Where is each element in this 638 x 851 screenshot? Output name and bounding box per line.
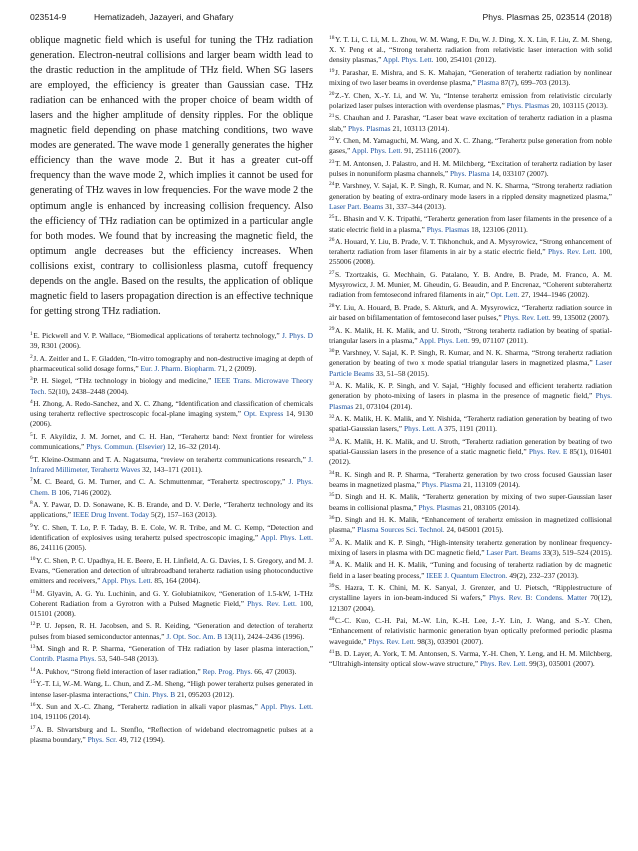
reference-text: M. Singh and R. P. Sharma, “Generation of THz radiation by laser plasma interaction,” [35,644,313,654]
reference-volume-year: 14, 9130 (2006). [30,409,313,429]
reference-number: 14 [30,666,36,673]
reference-number: 31 [329,381,335,388]
reference-text: T. Kleine-Ostmann and T. A. Nagatsuma, “review on terahertz communications research,” [33,454,306,464]
reference-text: J. Parashar, E. Mishra, and S. K. Mahajan, “Generation of terahertz radiation by nonlinear mixing of two laser beams in overdense plasma,” [329,67,612,88]
reference-list-left [30,329,313,745]
reference-volume-year: 85, 164 (2004). [154,576,201,586]
reference-text: A. K. Malik and K. P. Singh, “High-intensity terahertz generation by nonlinear frequency-mixing of lasers in plasma with DC magnetic field,” [329,537,612,557]
reference-journal-link[interactable]: IEEE Drug Invent. Today [72,510,150,520]
reference-number: 28 [329,302,335,309]
reference-number: 10 [30,555,36,562]
reference-item [30,723,313,745]
reference-number: 21 [329,113,335,120]
reference-item [329,513,612,535]
reference-number: 24 [329,181,335,188]
reference-text: I. F. Akyildiz, J. M. Jornet, and C. H. Han, “Terahertz band: Next frontier for wireless communications,” [30,431,313,452]
reference-volume-year: 32, 143–171 (2011). [142,464,203,474]
reference-journal-link[interactable]: Appl. Phys. Lett. [382,55,434,65]
reference-volume-year: 13(11), 2424–2436 (1996). [223,631,305,641]
reference-text: X. Sun and X.-C. Zhang, “Terahertz radiation in alkali vapor plasmas,” [35,702,258,712]
reference-journal-link[interactable]: Rep. Prog. Phys. [202,666,253,676]
reference-item [329,647,612,669]
reference-item [30,665,313,677]
reference-number: 7 [30,477,33,484]
reference-text: T. M. Antonsen, J. Palastro, and H. M. Milchberg, “Excitation of terahertz radiation by laser pulses in nonuniform plasma channels,” [329,158,612,178]
reference-item [30,453,313,475]
reference-item [30,677,313,699]
reference-journal-link[interactable]: Laser Particle Beams [329,358,612,378]
reference-journal-link[interactable]: Phys. Commun. (Elsevier) [86,442,166,452]
reference-item [329,212,612,234]
reference-journal-link[interactable]: Plasma [477,78,500,88]
reference-journal-link[interactable]: Phys. Rev. E [528,446,568,456]
reference-number: 6 [30,454,33,461]
reference-text: Y.-T. Li, W.-M. Wang, L. Chun, and Z.-M. Sheng, “High power terahertz pulses generated in intense laser-plasma interactions,” [30,679,313,699]
reference-text: A. Pukhov, “Strong field interaction of laser radiation,” [35,666,201,676]
reference-number: 39 [329,583,335,590]
reference-journal-link[interactable]: Eur. J. Pharm. Biopharm. [140,363,216,373]
reference-number: 15 [30,679,36,686]
reference-text: R. K. Singh and R. P. Sharma, “Terahertz generation by two cross focused Gaussian laser beams in magnetized plasma,” [329,469,612,489]
reference-journal-link[interactable]: Appl. Phys. Lett. [419,335,470,345]
reference-item [329,157,612,179]
reference-text: L. Bhasin and V. K. Tripathi, “Terahertz generation from laser filaments in the presence of a static electric field in a plasma,” [329,214,612,234]
reference-volume-year: 5(2), 157–163 (2013). [151,510,217,520]
reference-journal-link[interactable]: Appl. Phys. Lett. [260,702,313,712]
reference-journal-link[interactable]: IEEE J. Quantum Electron. [426,570,508,580]
reference-item [329,179,612,212]
reference-item [329,324,612,346]
reference-item [329,412,612,434]
reference-volume-year: 31, 337–344 (2013). [385,201,446,211]
reference-number: 29 [329,325,335,332]
reference-item [30,475,313,497]
reference-number: 2 [30,353,33,360]
reference-volume-year: 49, 712 (1994). [118,734,165,744]
reference-item [329,235,612,268]
reference-item [30,498,313,520]
reference-volume-year: 33, 51–58 (2015). [375,368,429,378]
reference-volume-year: 86, 241116 (2005). [30,543,87,553]
reference-number: 30 [329,348,335,355]
reference-text: A. K. Malik, K. P. Singh, and V. Sajal, “Highly focused and efficient terahertz radiation generation by photo-mixing of lasers in plasma in the presence of magnetic field,” [329,381,612,401]
reference-journal-link[interactable]: Phys. Lett. A [403,424,443,434]
reference-volume-year: 99(3), 035001 (2007). [529,659,595,669]
left-column [30,33,313,745]
reference-text: D. Singh and H. K. Malik, “Enhancement of terahertz emission in magnetized collisional plasma,” [329,515,612,535]
reference-item [329,89,612,111]
reference-volume-year: 21, 073104 (2014). [355,401,413,411]
reference-item [329,301,612,323]
reference-text: S. Tzortzakis, G. Mechhain, G. Patalano, Y. B. Andre, B. Prade, M. Franco, A. M. Mysyrowicz, J. M. Munier, M. Gheudin, G. Beaudin, and P. Encrenaz, “Coherent subterahertz radiation from femtosecond infrared filaments in air,” [329,269,612,300]
reference-text: J. A. Zeitler and L. F. Gladden, “In-vitro tomography and non-destructive imaging at depth of pharmaceutical solid dosage forms,” [30,353,313,373]
reference-text: A. K. Malik, H. K. Malik, and U. Stroth, “Terahertz radiation generation by beating of two spatial-Gaussian lasers in the presence of a static magnetic field,” [329,436,612,456]
reference-number: 13 [30,644,36,651]
reference-item [30,329,313,351]
reference-volume-year: 20, 103115 (2013). [551,100,608,110]
reference-number: 20 [329,90,335,97]
reference-journal-link[interactable]: Laser Part. Beams [329,201,384,211]
reference-text: A. Y. Pawar, D. D. Sonawane, K. B. Erande, and D. V. Derle, “Terahertz technology and its applications,” [30,500,313,520]
reference-journal-link[interactable]: Phys. Plasma [421,479,462,489]
reference-journal-link[interactable]: J. Phys. Chem. B [30,477,314,497]
reference-item [329,33,612,66]
reference-number: 27 [329,269,335,276]
reference-volume-year: 106, 7146 (2002). [58,487,112,497]
reference-volume-year: 39, R301 (2006). [30,341,81,351]
reference-text: M. Glyavin, A. G. Yu. Luchinin, and G. Y. Golubiatnikov, “Generation of 1.5-kW, 1-THz Coherent Radiation from a Gyrotron with a Pulsed Magnetic Field,” [30,588,313,608]
reference-journal-link[interactable]: Phys. Rev. Lett. [368,636,416,646]
reference-number: 22 [329,136,335,143]
reference-journal-link[interactable]: Appl. Phys. Lett. [260,532,313,542]
reference-item [30,700,313,722]
reference-volume-year: 14, 033107 (2007). [491,168,549,178]
reference-number: 36 [329,515,335,522]
reference-journal-link[interactable]: Appl. Phys. Lett. [101,576,153,586]
reference-item [329,268,612,301]
reference-number: 11 [30,588,36,595]
reference-volume-year: 21, 113109 (2014). [463,479,521,489]
reference-item [329,468,612,490]
reference-text: C.-C. Kuo, C.-H. Pai, M.-W. Lin, K.-H. Lee, J.-Y. Lin, J. Wang, and S.-Y. Chen, “Enhancement of relativistic harmonic generation byan optically preformed periodic plasma waveguide,” [329,616,612,646]
reference-journal-link[interactable]: J. Infrared Millimeter, Terahertz Waves [30,454,313,474]
reference-item [329,379,612,412]
reference-text: S. Hazra, T. K. Chini, M. K. Sanyal, J. Grenzer, and U. Pietsch, “Ripplestructure of crystalline layers in ion-beam-induced Si wafers,” [329,583,612,603]
reference-number: 41 [329,649,335,655]
reference-number: 12 [30,621,36,628]
reference-text: A. K. Malik, H. K. Malik, and Y. Nishida, “Terahertz radiation generation by beating of two spatial-Gaussian lasers,” [329,414,612,434]
reference-text: Y. T. Li, C. Li, M. L. Zhou, W. M. Wang, F. Du, W. J. Ding, X. X. Lin, F. Liu, Z. M. Sheng, X. Y. Peng et al., “Strong terahertz radiation from relativistic laser interaction with solid density plasmas,” [329,35,612,65]
reference-journal-link[interactable]: Phys. Rev. Lett. [247,598,297,608]
reference-volume-year: 91, 251116 (2007). [404,146,461,156]
reference-item [30,521,313,554]
reference-journal-link[interactable]: Appl. Phys. Lett. [351,146,403,156]
reference-number: 4 [30,399,33,405]
reference-number: 1 [30,330,33,337]
reference-item [30,352,313,374]
page-number: 023514-9 [30,12,67,22]
reference-number: 25 [329,214,335,221]
reference-number: 32 [329,414,335,421]
reference-text: S. Chauhan and J. Parashar, “Laser beat wave excitation of terahertz radiation in a plasma slab,” [329,113,612,133]
reference-text: A. B. Shvartsburg and L. Stenflo, “Reflection of wideband electromagnetic pulses at a plasma boundary,” [30,724,313,744]
reference-item [30,374,313,396]
reference-journal-link[interactable]: Opt. Lett. [490,290,520,300]
reference-text: A. K. Malik, H. K. Malik, and U. Stroth, “Strong terahertz radiation by beating of spatial-triangular lasers in a plasma,” [329,325,612,345]
reference-volume-year: 21, 103113 (2014). [392,123,450,133]
reference-text: D. Singh and H. K. Malik, “Terahertz generation by mixing of two super-Gaussian laser beams in collisional plasma,” [329,492,612,512]
reference-volume-year: 99, 135002 (2007). [552,313,610,323]
reference-item [329,490,612,512]
conclusion-paragraph: oblique magnetic field which is useful for tuning the THz radiation generation. Electron-neutral collisions and larger beam width lead to the drastic reduction in the amplitude of THz field. When SG lasers are employed, the efficiency is greater than Gaussian case. THz radiation can be enhanced with the proper choice of beam width of lasers and the higher amplitude of density ripples. For the oblique magnetic field depending on phase matching conditions, two wave modes are generated. The wave mode 1 generally generates the higher efficiency than the wave mode 2. But it has a greater cut-off frequency than the wave mode 2, which implies it cannot be used for generating of THz waves in low frequencies. For the wave mode 2 the optimum angle is enhanced by increasing collision frequency. Also the efficiency of THz radiation can be optimized in a particular angle for both modes. We found that by increasing the magnetic field, the optimum angle decreases but the efficiency increases. When collisions exist, contrary to collisionless plasma, cutoff frequency depends on the angle. Based on the results, the application of oblique magnetic field to lasers propagation direction is an effective technique for getting strong THz radiation. [30,35,313,317]
reference-volume-year: 21, 083105 (2014). [462,502,520,512]
reference-item [30,430,313,452]
reference-volume-year: 375, 1191 (2011). [444,424,498,434]
reference-volume-year: 70(12), 121307 (2004). [329,593,613,613]
reference-text: Y. Chen, M. Yamaguchi, M. Wang, and X. C. Zhang, “Terahertz pulse generation from noble gases,” [329,136,612,156]
reference-volume-year: 49(2), 232–237 (2013). [509,570,579,580]
reference-number: 38 [329,560,335,567]
reference-text: E. Pickwell and V. P. Wallace, “Biomedical applications of terahertz technology,” [33,330,280,340]
journal-citation: Phys. Plasmas 25, 023514 (2018) [482,12,612,22]
reference-text: A. K. Malik and H. K. Malik, “Tuning and focusing of terahertz radiation by dc magnetic field in a laser beating process,” [329,560,612,580]
reference-number: 5 [30,431,33,438]
reference-number: 18 [329,35,335,41]
reference-volume-year: 21, 095203 (2012). [177,689,235,699]
reference-volume-year: 104, 191106 (2014). [30,712,91,722]
reference-journal-link[interactable]: Phys. Scr. [87,734,118,744]
reference-item [30,554,313,587]
reference-item [329,536,612,558]
reference-item [329,614,612,647]
reference-number: 8 [30,500,33,507]
reference-journal-link[interactable]: Phys. Rev. Lett. [548,247,597,257]
reference-journal-link[interactable]: Phys. Plasma [450,168,490,178]
reference-item [30,642,313,664]
reference-journal-link[interactable]: IEEE Trans. Microwave Theory Tech. [30,376,313,396]
running-header [30,12,612,26]
reference-text: P. U. Jepsen, R. H. Jacobsen, and S. R. Keiding, “Generation and detection of terahertz pulses from biased semiconductor antennas,” [30,621,313,641]
reference-journal-link[interactable]: Phys. Plasmas [506,100,550,110]
reference-number: 40 [329,616,335,623]
reference-journal-link[interactable]: Chin. Phys. B [133,689,176,699]
reference-journal-link[interactable]: J. Phys. D [281,330,313,340]
reference-item [30,587,313,620]
reference-journal-link[interactable]: Phys. Rev. Lett. [479,659,528,669]
reference-journal-link[interactable]: Phys. Plasmas [418,502,462,512]
reference-text: P. H. Siegel, “THz technology in biology and medicine,” [33,376,212,386]
reference-text: H. Zhong, A. Redo-Sanchez, and X. C. Zhang, “Identification and classification of chemicals using terahertz reflective spectroscopic focal-plane imaging system,” [30,399,313,419]
reference-volume-year: 12, 16–32 (2014). [166,442,221,452]
reference-volume-year: 27, 1944–1946 (2002). [521,290,590,300]
reference-number: 9 [30,522,33,529]
reference-journal-link[interactable]: Opt. Express [243,409,284,419]
reference-volume-year: 71, 2 (2009). [217,363,257,373]
reference-number: 17 [30,724,36,731]
reference-item [329,134,612,156]
reference-item [329,558,612,580]
reference-text: Y. C. Shen, P. C. Upadhya, H. E. Beere, E. H. Linfield, A. G. Davies, I. S. Gregory, and M. J. Evans, “Generation and detection of ultrabroadband terahertz radiation using photoconductive emitters and receivers,” [30,555,313,586]
reference-text: M. C. Beard, G. M. Turner, and C. A. Schmuttenmar, “Terahertz spectroscopy,” [33,477,286,487]
reference-text: Z.-Y. Chen, X.-Y. Li, and W. Yu, “Intense terahertz emission from relativistic circularly polarized laser pulses interaction with overdense plasmas,” [329,90,612,110]
reference-item [329,581,612,614]
reference-journal-link[interactable]: Phys. Plasmas [329,391,612,411]
reference-number: 26 [329,237,335,244]
reference-journal-link[interactable]: Phys. Plasmas [426,224,470,234]
reference-volume-year: 33(3), 519–524 (2015). [542,547,613,557]
reference-item [329,346,612,379]
reference-number: 3 [30,376,33,383]
reference-journal-link[interactable]: Phys. Plasmas [348,123,391,133]
reference-volume-year: 52(10), 2438–2448 (2004). [48,386,129,396]
reference-journal-link[interactable]: Plasma Sources Sci. Technol. [357,525,445,535]
reference-text: P. Varshney, V. Sajal, K. P. Singh, R. Kumar, and N. K. Sharma, “Strong terahertz radiation generation by beating of two x mode spatial triangular lasers in magnetized plasma,” [329,348,612,368]
reference-number: 35 [329,492,335,499]
reference-journal-link[interactable]: Contrib. Plasma Phys. [30,654,97,664]
reference-volume-year: 18, 123106 (2011). [471,224,528,234]
reference-number: 33 [329,436,335,443]
reference-volume-year: 100, 255006 (2008). [329,247,613,267]
running-authors: Hematizadeh, Jazayeri, and Ghafary [94,12,234,22]
reference-item [30,397,313,430]
reference-number: 37 [329,537,335,544]
reference-item [329,435,612,468]
reference-volume-year: 66, 47 (2003). [254,666,297,676]
reference-volume-year: 85(1), 016401 (2012). [329,446,613,467]
reference-text: P. Varshney, V. Sajal, K. P. Singh, R. Kumar, and N. K. Sharma, “Strong terahertz radiation generation by beating of extra-ordinary mode lasers in a rippled density magnetized plasma,” [329,181,612,201]
reference-number: 19 [329,67,335,74]
reference-item [329,66,612,88]
right-column [329,33,612,670]
reference-number: 23 [329,158,335,165]
reference-volume-year: 100, 254101 (2012). [435,55,497,65]
reference-journal-link[interactable]: J. Opt. Soc. Am. B [166,631,223,641]
reference-journal-link[interactable]: Phys. Rev. Lett. [503,313,551,323]
reference-journal-link[interactable]: Laser Part. Beams [486,547,541,557]
reference-text: A. Houard, Y. Liu, B. Prade, V. T. Tikhonchuk, and A. Mysyrowicz, “Strong enhancement of terahertz radiation from laser filaments in air by a static electric field,” [329,237,612,257]
reference-text: B. D. Layer, A. York, T. M. Antonsen, S. Varma, Y.-H. Chen, Y. Leng, and H. M. Milchberg, “Ultrahigh-intensity optical slow-wave structure,” [329,649,612,669]
reference-volume-year: 24, 045001 (2015). [446,525,504,535]
reference-volume-year: 99, 071107 (2011). [471,335,529,345]
reference-item [30,619,313,641]
reference-volume-year: 87(7), 699–703 (2013). [500,78,571,88]
reference-volume-year: 98(3), 033901 (2007). [417,636,484,646]
reference-volume-year: 100, 015101 (2008). [30,598,313,618]
reference-item [329,111,612,133]
reference-volume-year: 53, 540–548 (2013). [97,654,159,664]
reference-text: Y. C. Shen, T. Lo, P. F. Taday, B. E. Cole, W. R. Tribe, and M. C. Kemp, “Detection and identification of explosives using terahertz pulsed spectroscopic imaging,” [30,522,313,542]
reference-text: Y. Liu, A. Houard, B. Prade, S. Akturk, and A. Mysyrowicz, “Terahertz radiation source in air based on bifilamentation of femtosecond laser pulses,” [329,302,612,323]
reference-number: 16 [30,702,36,709]
reference-number: 34 [329,469,335,476]
reference-journal-link[interactable]: Phys. Rev. B: Condens. Matter [489,593,587,603]
reference-list-right [329,33,612,669]
